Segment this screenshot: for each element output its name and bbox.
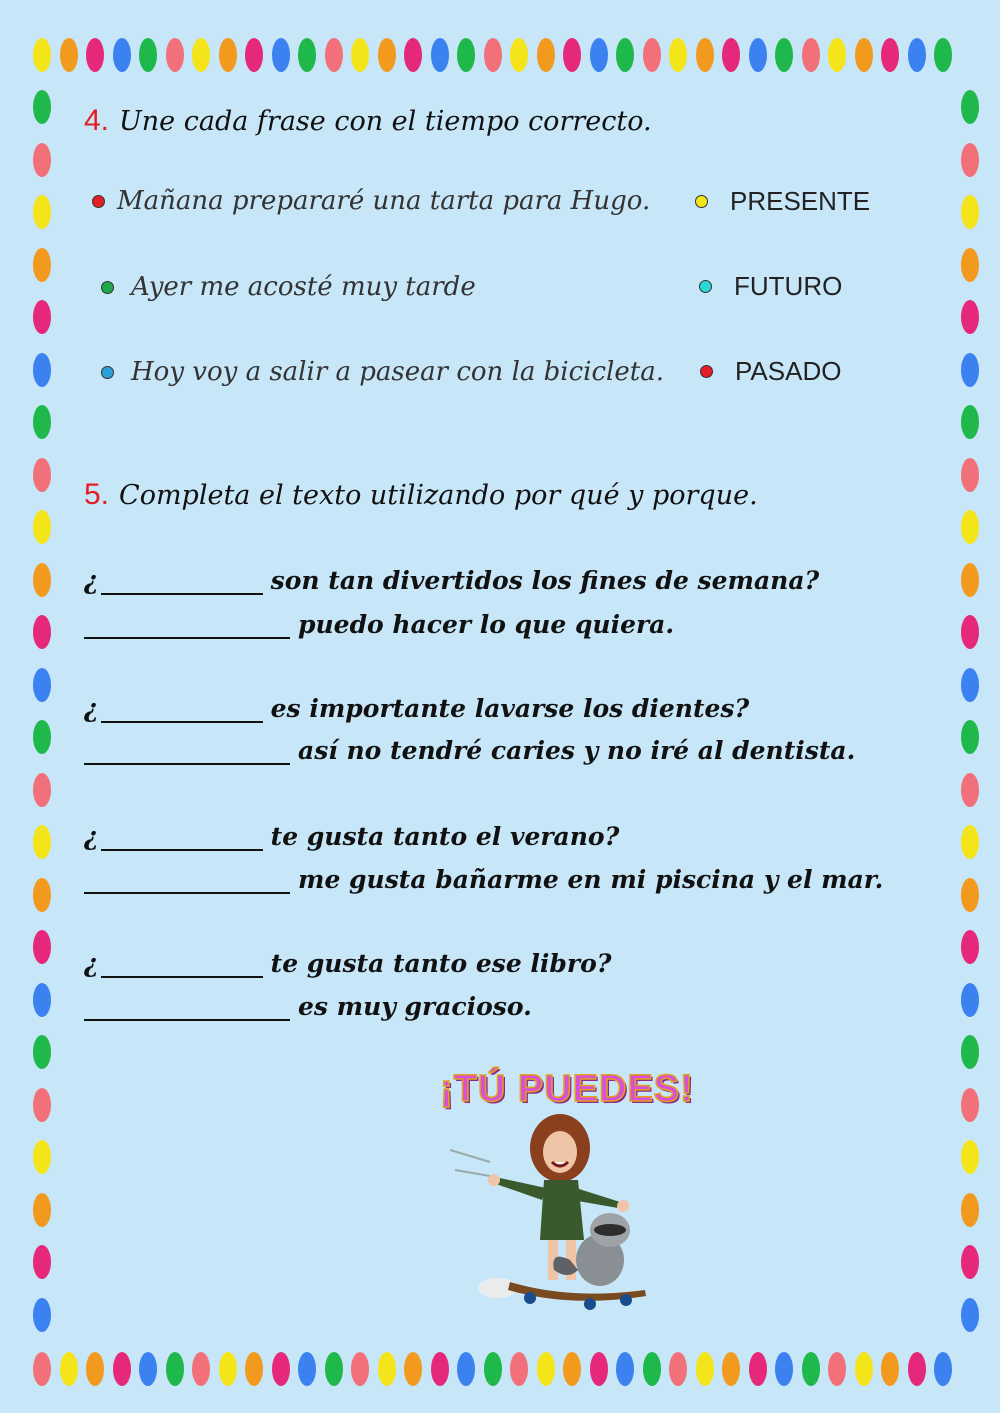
border-dot: [881, 1352, 899, 1386]
border-dot: [378, 38, 396, 72]
answer-blank[interactable]: [84, 615, 290, 639]
border-dot: [563, 1352, 581, 1386]
border-dot: [510, 38, 528, 72]
border-dot: [404, 1352, 422, 1386]
border-dot: [828, 38, 846, 72]
border-dot: [325, 38, 343, 72]
border-dot: [192, 1352, 210, 1386]
answer-blank[interactable]: [84, 870, 290, 894]
border-dot: [351, 1352, 369, 1386]
border-dot: [33, 1193, 51, 1227]
border-dot: [219, 1352, 237, 1386]
border-dot: [961, 1193, 979, 1227]
border-dot: [33, 1035, 51, 1069]
border-dot: [298, 1352, 316, 1386]
border-dot: [192, 38, 210, 72]
border-dot: [961, 300, 979, 334]
border-dot: [166, 1352, 184, 1386]
border-dot: [510, 1352, 528, 1386]
border-dot: [908, 1352, 926, 1386]
border-dot: [484, 1352, 502, 1386]
sentence-text: Ayer me acosté muy tarde: [131, 272, 476, 302]
border-dot: [33, 248, 51, 282]
border-dot: [669, 1352, 687, 1386]
answer-text: así no tendré caries y no iré al dentista.: [298, 736, 856, 765]
border-dot: [298, 38, 316, 72]
border-dot: [961, 1035, 979, 1069]
border-dot: [643, 38, 661, 72]
border-dot: [961, 248, 979, 282]
border-dot: [961, 1088, 979, 1122]
border-dot: [961, 143, 979, 177]
border-dot: [33, 563, 51, 597]
border-dot: [616, 38, 634, 72]
border-dot: [855, 1352, 873, 1386]
border-dot: [33, 195, 51, 229]
border-dot: [33, 878, 51, 912]
border-dot: [669, 38, 687, 72]
border-dot: [961, 195, 979, 229]
border-dot: [775, 1352, 793, 1386]
border-dot: [961, 668, 979, 702]
border-dot: [855, 38, 873, 72]
tense-label: PASADO: [735, 356, 842, 386]
exercise-5-number: 5.: [84, 478, 110, 511]
sentence-item[interactable]: [101, 272, 476, 302]
border-dot: [33, 405, 51, 439]
border-dot: [166, 38, 184, 72]
border-dot: [961, 825, 979, 859]
border-dot: [33, 1245, 51, 1279]
left-hand: [488, 1174, 500, 1186]
border-dot: [961, 615, 979, 649]
border-dot: [139, 1352, 157, 1386]
border-dot: [33, 1298, 51, 1332]
border-dot: [484, 38, 502, 72]
border-dot: [272, 38, 290, 72]
border-dot: [722, 1352, 740, 1386]
border-dot: [33, 510, 51, 544]
raccoon-mask: [594, 1224, 626, 1236]
border-dot: [33, 825, 51, 859]
exercise-5-instruction: Completa el texto utilizando por qué y porque.: [119, 480, 758, 511]
border-dot: [749, 38, 767, 72]
opening-question-mark: ¿: [84, 694, 99, 723]
red-dot-icon[interactable]: [92, 195, 105, 208]
skateboarding-teacher-illustration: [450, 1110, 670, 1320]
border-dot: [113, 38, 131, 72]
border-dot: [33, 300, 51, 334]
question-text: te gusta tanto ese libro?: [270, 949, 612, 978]
answer-text: me gusta bañarme en mi piscina y el mar.: [298, 865, 884, 894]
border-dot: [908, 38, 926, 72]
opening-question-mark: ¿: [84, 822, 99, 851]
answer-line: [84, 610, 674, 639]
tense-item-presente[interactable]: [695, 186, 870, 217]
border-dot: [961, 1140, 979, 1174]
border-dot: [537, 38, 555, 72]
answer-blank[interactable]: [84, 741, 290, 765]
border-dot: [961, 353, 979, 387]
border-dot: [696, 38, 714, 72]
motivation-banner: ¡TÚ PUEDES!: [440, 1068, 694, 1110]
border-dot: [86, 1352, 104, 1386]
answer-blank[interactable]: [101, 699, 263, 723]
border-dot: [33, 668, 51, 702]
border-dot: [457, 1352, 475, 1386]
border-dot: [113, 1352, 131, 1386]
border-dot: [961, 983, 979, 1017]
exercise-4-instruction: Une cada frase con el tiempo correcto.: [119, 106, 652, 137]
border-dot: [722, 38, 740, 72]
speed-lines: [450, 1150, 490, 1176]
border-dot: [961, 930, 979, 964]
border-dot: [961, 720, 979, 754]
border-dot: [378, 1352, 396, 1386]
border-dot: [33, 90, 51, 124]
exercise-4-heading: [84, 104, 652, 138]
border-dot: [431, 38, 449, 72]
answer-blank[interactable]: [101, 954, 263, 978]
border-dot: [351, 38, 369, 72]
border-dot: [961, 563, 979, 597]
border-dot: [139, 38, 157, 72]
answer-text: puedo hacer lo que quiera.: [298, 610, 675, 639]
border-dot: [33, 773, 51, 807]
question-line: [84, 822, 619, 851]
sentence-text: Hoy voy a salir a pasear con la bicicleta.: [131, 357, 664, 387]
border-dot: [961, 458, 979, 492]
border-dot: [33, 1352, 51, 1386]
question-text: son tan divertidos los fines de semana?: [270, 566, 820, 595]
sentence-text: Mañana prepararé una tarta para Hugo.: [117, 186, 651, 216]
border-dot: [245, 1352, 263, 1386]
border-dot: [33, 458, 51, 492]
green-dot-icon[interactable]: [101, 281, 114, 294]
skateboard-wheel: [584, 1298, 596, 1310]
question-text: te gusta tanto el verano?: [270, 822, 620, 851]
border-dot: [272, 1352, 290, 1386]
opening-question-mark: ¿: [84, 949, 99, 978]
answer-blank[interactable]: [101, 827, 263, 851]
border-dot: [325, 1352, 343, 1386]
tense-label: PRESENTE: [730, 186, 871, 216]
answer-blank[interactable]: [84, 997, 290, 1021]
border-dot: [934, 38, 952, 72]
question-line: [84, 949, 611, 978]
answer-line: [84, 736, 855, 765]
question-text: es importante lavarse los dientes?: [270, 694, 750, 723]
border-dot: [961, 90, 979, 124]
border-dot: [934, 1352, 952, 1386]
tense-item-futuro[interactable]: [699, 271, 842, 302]
border-dot: [828, 1352, 846, 1386]
border-dot: [961, 1245, 979, 1279]
border-dot: [431, 1352, 449, 1386]
border-dot: [696, 1352, 714, 1386]
cyan-dot-icon[interactable]: [699, 280, 712, 293]
opening-question-mark: ¿: [84, 566, 99, 595]
smile: [552, 1162, 568, 1166]
border-dot: [775, 38, 793, 72]
border-dot: [404, 38, 422, 72]
right-hand: [617, 1200, 629, 1212]
border-dot: [537, 1352, 555, 1386]
sentence-item[interactable]: [101, 357, 664, 387]
border-dot: [245, 38, 263, 72]
border-dot: [590, 38, 608, 72]
border-dot: [33, 1088, 51, 1122]
blue-dot-icon[interactable]: [101, 366, 114, 379]
border-dot: [33, 615, 51, 649]
border-dot: [86, 38, 104, 72]
border-dot: [590, 1352, 608, 1386]
border-dot: [961, 405, 979, 439]
red-dot-icon[interactable]: [700, 365, 713, 378]
yellow-dot-icon[interactable]: [695, 195, 708, 208]
sentence-item[interactable]: [92, 186, 650, 216]
border-dot: [457, 38, 475, 72]
tense-label: FUTURO: [734, 271, 843, 301]
border-dot: [33, 143, 51, 177]
border-dot: [961, 878, 979, 912]
tense-item-pasado[interactable]: [700, 356, 841, 387]
answer-line: [84, 992, 532, 1021]
question-line: [84, 566, 819, 595]
exercise-5-heading: [84, 478, 758, 512]
border-dot: [33, 930, 51, 964]
border-dot: [33, 353, 51, 387]
border-dot: [33, 983, 51, 1017]
border-dot: [219, 38, 237, 72]
border-dot: [33, 720, 51, 754]
border-dot: [802, 1352, 820, 1386]
question-line: [84, 694, 749, 723]
answer-blank[interactable]: [101, 571, 263, 595]
border-dot: [749, 1352, 767, 1386]
border-dot: [961, 773, 979, 807]
border-dot: [33, 38, 51, 72]
border-dot: [643, 1352, 661, 1386]
border-dot: [802, 38, 820, 72]
skateboard-wheel: [524, 1292, 536, 1304]
border-dot: [33, 1140, 51, 1174]
border-dot: [60, 1352, 78, 1386]
border-dot: [961, 510, 979, 544]
border-dot: [616, 1352, 634, 1386]
border-dot: [961, 1298, 979, 1332]
left-arm: [496, 1178, 546, 1200]
exercise-4-number: 4.: [84, 104, 110, 137]
answer-text: es muy gracioso.: [298, 992, 532, 1021]
skateboard-wheel: [620, 1294, 632, 1306]
answer-line: [84, 865, 883, 894]
border-dot: [563, 38, 581, 72]
border-dot: [881, 38, 899, 72]
border-dot: [60, 38, 78, 72]
